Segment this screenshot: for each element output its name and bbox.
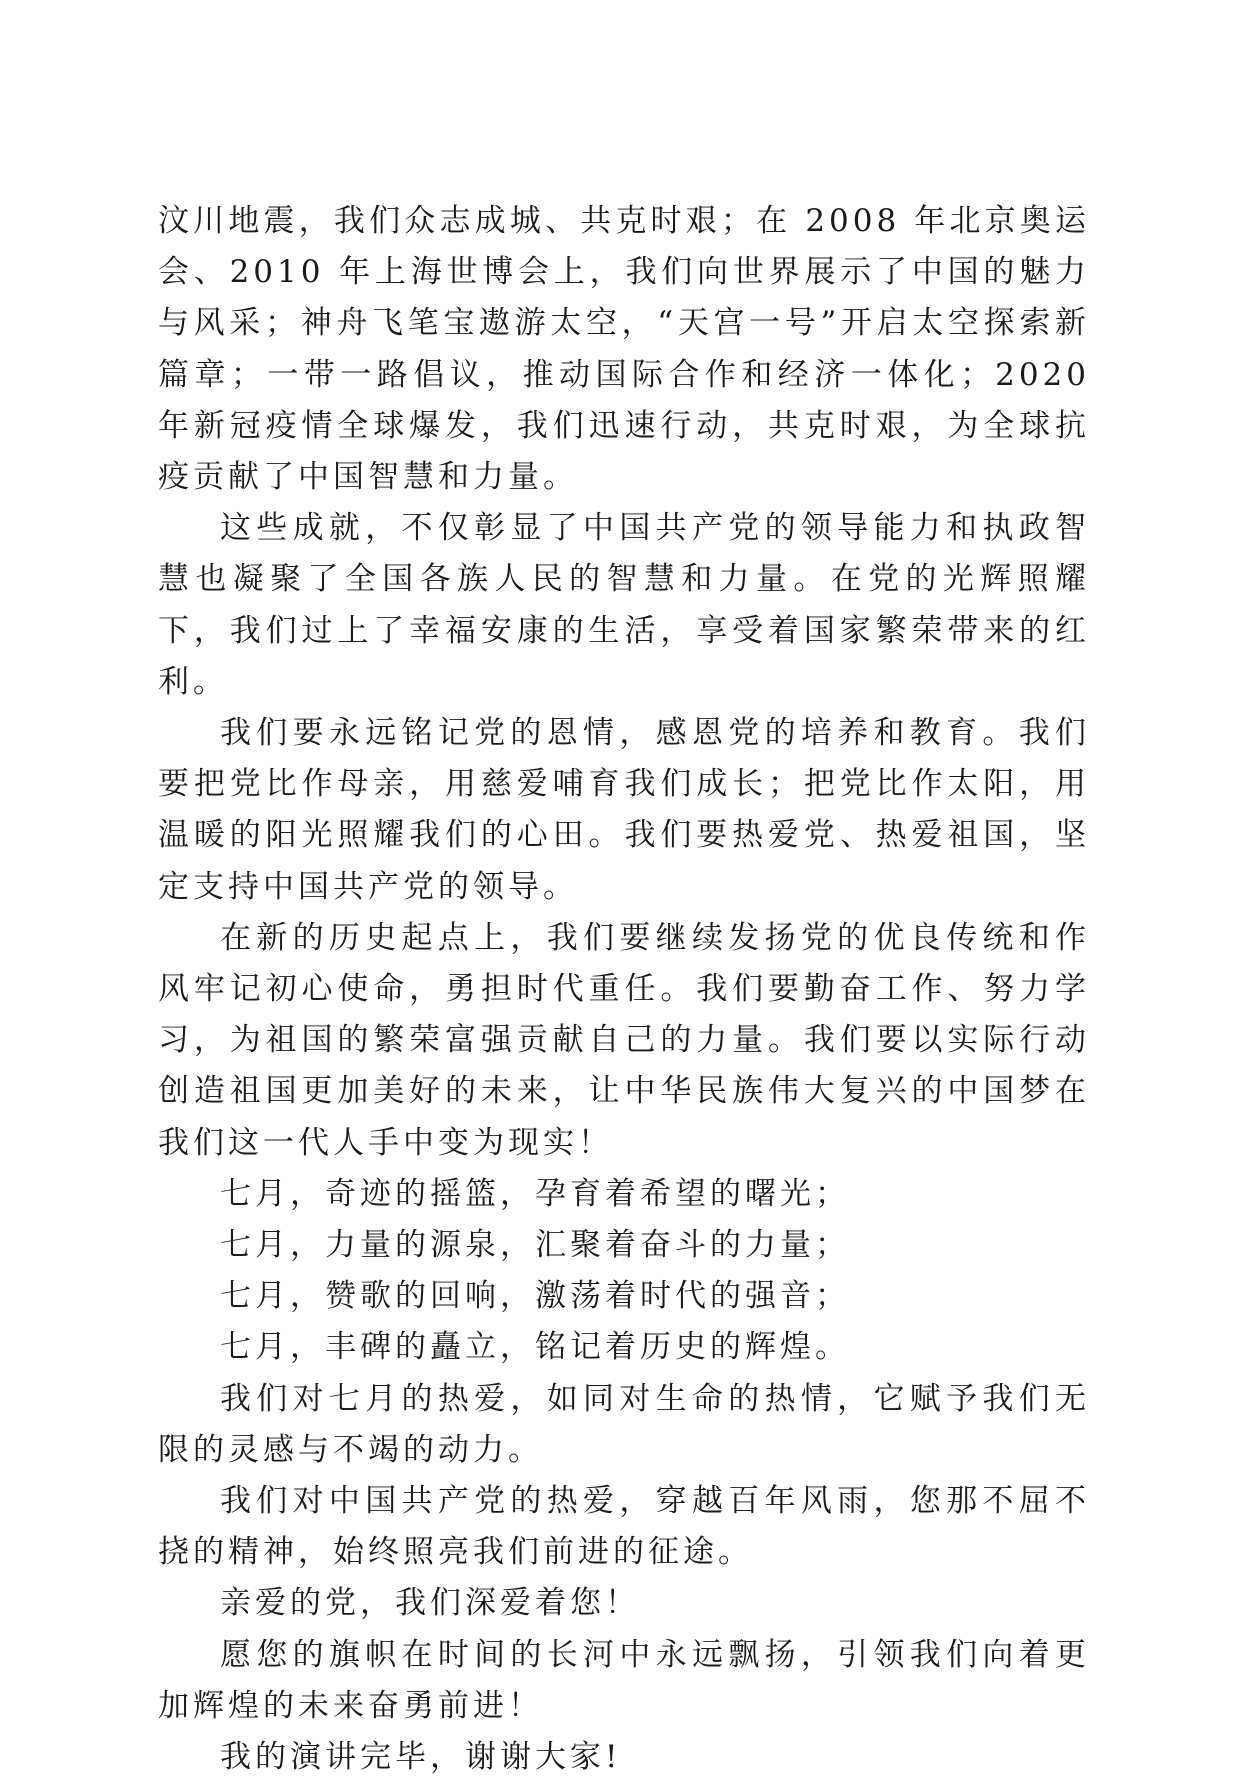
paragraph-2: 这些成就，不仅彰显了中国共产党的领导能力和执政智慧也凝聚了全国各族人民的智慧和力量。在党的光辉照耀下，我们过上了幸福安康的生活，享受着国家繁荣带来的红利。 xyxy=(158,510,1090,700)
verse-line-1: 七月，奇迹的摇篮，孕育着希望的曙光； xyxy=(220,1175,850,1212)
document-page xyxy=(158,196,1090,1783)
paragraph-3: 我们要永远铭记党的恩情，感恩党的培养和教育。我们要把党比作母亲，用慈爱哺育我们成长；把党比作太阳，用温暖的阳光照耀我们的心田。我们要热爱党、热爱祖国，坚定支持中国共产党的领导。 xyxy=(158,715,1090,905)
paragraph-4: 在新的历史起点上，我们要继续发扬党的优良传统和作风牢记初心使命，勇担时代重任。我们要勤奋工作、努力学习，为祖国的繁荣富强贡献自己的力量。我们要以实际行动创造祖国更加美好的未来，让中华民族伟大复兴的中国梦在我们这一代人手中变为现实！ xyxy=(158,919,1090,1161)
verse-line-3: 七月，赞歌的回响，激荡着时代的强音； xyxy=(220,1278,850,1315)
paragraph-5: 我们对七月的热爱，如同对生命的热情，它赋予我们无限的灵感与不竭的动力。 xyxy=(158,1380,1090,1468)
paragraph-8: 愿您的旗帜在时间的长河中永远飘扬，引领我们向着更加辉煌的未来奋勇前进！ xyxy=(158,1636,1090,1724)
paragraph-1: 汶川地震，我们众志成城、共克时艰；在 2008 年北京奥运会、2010 年上海世博会上，我们向世界展示了中国的魅力与风采；神舟飞笔宝遨游太空，“天宫一号”开启太空探索新篇章；一带一路倡议，推动国际合作和经济一体化；2020 年新冠疫情全球爆发，我们迅速行动，共克时艰，为全球抗疫贡献了中国智慧和力量。 xyxy=(158,203,1090,496)
paragraph-7: 亲爱的党，我们深爱着您！ xyxy=(220,1585,640,1622)
paragraph-6: 我们对中国共产党的热爱，穿越百年风雨，您那不屈不挠的精神，始终照亮我们前进的征途。 xyxy=(158,1483,1090,1571)
verse-line-2: 七月，力量的源泉，汇聚着奋斗的力量； xyxy=(220,1227,850,1264)
closing-line: 我的演讲完毕，谢谢大家! xyxy=(220,1739,622,1776)
verse-line-4: 七月，丰碑的矗立，铭记着历史的辉煌。 xyxy=(220,1329,850,1366)
